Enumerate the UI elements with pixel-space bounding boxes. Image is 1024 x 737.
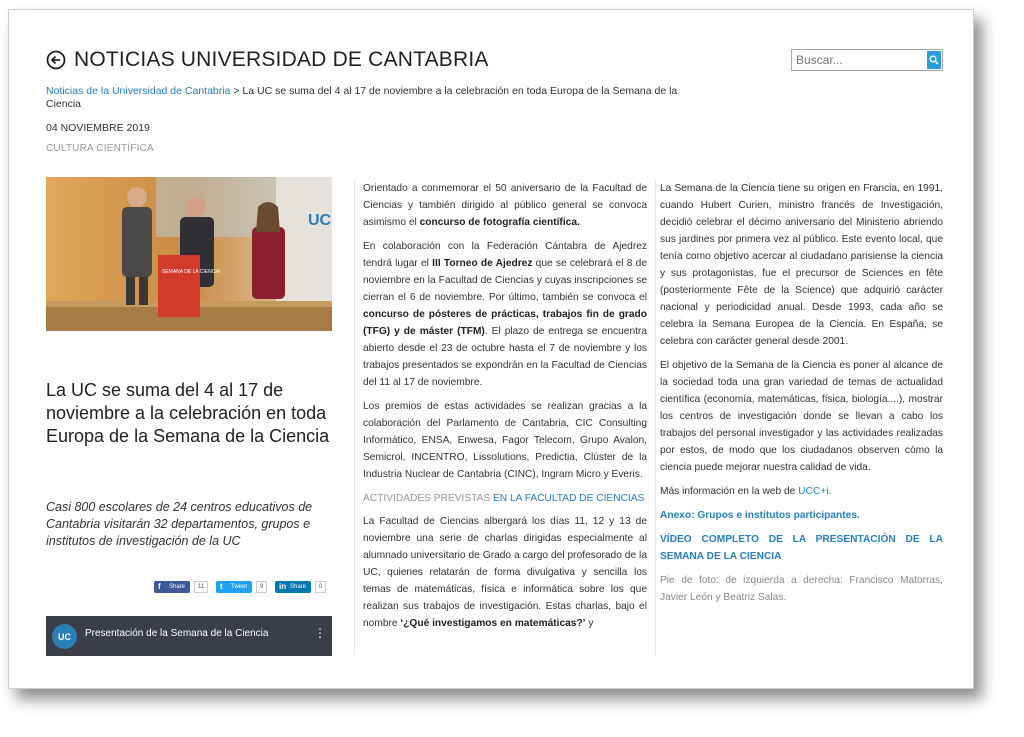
page-title: NOTICIAS UNIVERSIDAD DE CANTABRIA [74, 48, 489, 71]
article-title: La UC se suma del 4 al 17 de noviembre a la celebración en toda Europa de la Semana de la Ciencia [46, 380, 330, 446]
uc-logo: UC [308, 212, 332, 229]
breadcrumb [46, 85, 681, 111]
facebook-share-button[interactable] [154, 581, 190, 593]
section-heading: ACTIVIDADES PREVISTAS EN LA FACULTAD DE CIENCIAS [363, 493, 645, 504]
poster-text: SEMANA DE LA CIENCIA [162, 269, 221, 275]
breadcrumb-separator: > [230, 85, 243, 97]
video-player[interactable] [46, 616, 332, 656]
facebook-share[interactable] [154, 581, 208, 593]
article-category[interactable]: CULTURA CIENTÍFICA [46, 143, 154, 154]
linkedin-icon: in [279, 582, 287, 591]
search-icon [929, 55, 939, 65]
linkedin-share-count: 0 [315, 581, 326, 593]
facebook-share-label: Share [169, 584, 186, 590]
twitter-share-count: 9 [256, 581, 267, 593]
facebook-icon: f [158, 582, 161, 591]
back-arrow-icon[interactable] [46, 50, 66, 70]
photo-caption: Pie de foto: de izquierda a derecha: Francisco Matorras, Javier León y Beatriz Salas. [660, 575, 943, 603]
annex-link[interactable]: Anexo: Grupos e institutos participantes. [660, 510, 860, 521]
twitter-share[interactable] [216, 581, 267, 593]
paragraph: En colaboración con la Federación Cántabra de Ajedrez tendrá lugar el III Torneo de Ajedrez que se celebrará el 8 de noviembre en la Facultad de Ciencias y cuyas inscripciones se cierran el 6 de noviembre. Por último, también se convoca el concurso de pósteres de prácticas, trabajos fin de grado (TFG) y de máster (TFM). El plazo de entrega se encuentra abierto desde el 23 de octubre hasta el 7 de noviembre y los trabajos presentados se expondrán en la Facultad de Ciencias del 11 al 17 de noviembre. [363, 241, 647, 388]
paragraph: La Facultad de Ciencias albergará los días 11, 12 y 13 de noviembre una serie de charlas dirigidas especialmente al alumnado universitario de Grado a cargo del profesorado de la UC, quienes relatarán de forma divulgativa y sencilla los temas de matemáticas, física e informática sobre los que realizan sus trabajos de investigación. Estas charlas, bajo el nombre ‘¿Qué investigamos en matemáticas?’ y [363, 516, 647, 629]
paragraph: Más información en la web de UCC+i. [660, 486, 832, 497]
search-input[interactable] [792, 50, 926, 70]
section-heading-link[interactable]: EN LA FACULTAD DE CIENCIAS [493, 493, 645, 504]
article-date: 04 NOVIEMBRE 2019 [46, 122, 150, 134]
paragraph: La Semana de la Ciencia tiene su origen en Francia, en 1991, cuando Hubert Curien, ministro francés de Investigación, decidió celebrar el décimo aniversario del Ministerio abriendo sus jardines por primera vez al público. Este evento local, que tenía como objetivo acercar al ciudadano parisiense la ciencia y sus protagonistas, fue el precursor de Sciences en fête (posteriormente Fête de la Science) que adquirió carácter nacional y periodicidad anual. Desde 1993, cada año se celebra la Semana Europea de la Ciencia. En España, se celebra con carácter general desde 2001. [660, 183, 943, 347]
video-channel-logo: UC [52, 624, 77, 649]
uccmasi-link[interactable]: UCC+i [798, 486, 829, 497]
article-subtitle: Casi 800 escolares de 24 centros educativos de Cantabria visitarán 32 departamentos, grupos e institutos de investigación de la UC [46, 500, 313, 548]
article-column-right [660, 180, 943, 655]
article-column-middle [354, 180, 656, 655]
linkedin-share-button[interactable] [275, 581, 311, 593]
paragraph: Los premios de estas actividades se realizan gracias a la colaboración del Parlamento de Cantabria, CIC Consulting Informático, ENSA, Enwesa, Fagor Telecom, Grupo Avalon, Semicrol, INCENTRO, Lissolutions, Predictia, Clúster de la Industria Nuclear de Cantabria (CINC), Ingram Micro y Everis. [363, 401, 647, 480]
paragraph: Orientado a conmemorar el 50 aniversario de la Facultad de Ciencias y también dirigido al público general se convoca asimismo el concurso de fotografía científica. [363, 183, 647, 228]
facebook-share-count: 11 [194, 581, 208, 593]
twitter-share-label: Tweet [231, 584, 248, 590]
video-menu-icon[interactable]: ⋮ [314, 626, 326, 640]
page-header [46, 48, 489, 72]
video-title[interactable]: Presentación de la Semana de la Ciencia [85, 628, 269, 639]
twitter-share-button[interactable] [216, 581, 252, 593]
search-box [791, 49, 943, 71]
linkedin-share[interactable] [275, 581, 326, 593]
twitter-icon: t [220, 582, 223, 591]
page-card [8, 9, 974, 689]
video-full-link[interactable]: VÍDEO COMPLETO DE LA PRESENTACIÓN DE LA SEMANA DE LA CIENCIA [660, 534, 943, 562]
linkedin-share-label: Share [290, 584, 307, 590]
breadcrumb-link-news[interactable]: Noticias de la Universidad de Cantabria [46, 85, 231, 97]
article-photo [46, 177, 332, 331]
paragraph: El objetivo de la Semana de la Ciencia es poner al alcance de la sociedad toda una gran variedad de temas de actualidad científica (economía, matemáticas, física, biología....), mostrar los centros de investigación donde se llevan a cabo los trabajos del personal investigador y las actividades realizadas por estos, de modo que los ciudadanos observen cómo la ciencia puede mejorar nuestra calidad de vida. [660, 360, 943, 473]
search-button[interactable] [927, 51, 941, 69]
breadcrumb-current: La UC se suma del 4 al 17 de noviembre a la celebración en toda Europa de la Semana de la Ciencia [46, 85, 678, 110]
